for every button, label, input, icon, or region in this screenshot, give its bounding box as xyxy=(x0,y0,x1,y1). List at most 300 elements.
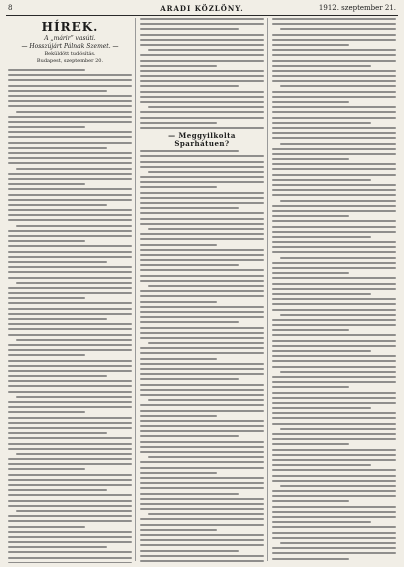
column-2 xyxy=(140,18,264,563)
text-line xyxy=(8,85,132,87)
text-line xyxy=(272,168,396,170)
text-line xyxy=(272,475,396,477)
text-line xyxy=(8,520,132,522)
text-line xyxy=(140,75,264,77)
text-line xyxy=(140,321,239,323)
text-line xyxy=(8,245,132,247)
text-line xyxy=(8,183,85,185)
text-line xyxy=(140,34,264,36)
text-line xyxy=(140,477,264,479)
text-line xyxy=(140,233,264,235)
text-line xyxy=(272,350,371,352)
text-line xyxy=(8,79,132,81)
text-line xyxy=(140,301,217,303)
text-line xyxy=(140,192,264,194)
text-line xyxy=(16,282,132,284)
text-line xyxy=(140,358,217,360)
text-line xyxy=(148,171,264,173)
column-3 xyxy=(272,18,396,563)
text-line xyxy=(280,371,396,373)
text-line xyxy=(272,552,396,554)
text-line xyxy=(8,230,132,232)
text-line xyxy=(272,526,396,528)
article-dateline: Budapest, szeptember 20. xyxy=(36,58,104,64)
text-line xyxy=(272,355,396,357)
section-title: HÍREK. xyxy=(41,20,99,34)
text-line xyxy=(140,249,264,251)
text-line xyxy=(272,412,396,414)
text-line xyxy=(8,95,132,97)
text-line xyxy=(272,443,349,445)
text-line xyxy=(8,90,107,92)
text-line xyxy=(272,122,371,124)
text-line xyxy=(140,212,264,214)
text-line xyxy=(140,352,264,354)
text-line xyxy=(272,226,396,228)
text-line xyxy=(272,293,371,295)
text-line xyxy=(140,394,264,396)
text-line xyxy=(272,111,396,113)
text-line xyxy=(140,534,264,536)
text-line xyxy=(8,360,132,362)
text-line xyxy=(16,168,132,170)
text-line xyxy=(272,267,396,269)
text-line xyxy=(272,205,396,207)
text-line xyxy=(272,96,396,98)
text-line xyxy=(8,188,132,190)
text-line xyxy=(140,430,264,432)
text-line xyxy=(272,558,349,560)
text-line xyxy=(8,147,107,149)
text-line xyxy=(140,518,264,520)
text-line xyxy=(272,438,396,440)
text-line xyxy=(280,314,396,316)
text-line xyxy=(8,437,132,439)
text-line xyxy=(140,101,264,103)
text-line xyxy=(140,472,217,474)
text-line xyxy=(140,467,264,469)
text-line xyxy=(8,251,132,253)
text-line xyxy=(140,347,264,349)
text-line xyxy=(148,228,264,230)
text-line xyxy=(272,298,396,300)
text-line xyxy=(8,74,132,76)
text-line xyxy=(140,415,217,417)
text-line xyxy=(8,422,132,424)
text-line xyxy=(272,288,396,290)
article-body xyxy=(140,18,264,129)
text-line xyxy=(272,459,396,461)
text-line xyxy=(272,189,396,191)
text-line xyxy=(8,370,132,372)
text-line xyxy=(8,500,132,502)
text-line xyxy=(140,560,264,562)
text-line xyxy=(272,423,396,425)
text-line xyxy=(272,49,396,51)
text-line xyxy=(8,240,85,242)
text-line xyxy=(140,493,239,495)
text-line xyxy=(272,184,396,186)
text-line xyxy=(272,360,396,362)
text-line xyxy=(8,468,85,470)
text-line xyxy=(140,23,264,25)
text-line xyxy=(140,487,264,489)
text-line xyxy=(272,407,371,409)
text-line xyxy=(140,176,264,178)
text-line xyxy=(272,433,396,435)
column-divider xyxy=(135,18,136,561)
text-line xyxy=(280,428,396,430)
text-line xyxy=(148,49,264,51)
text-line xyxy=(140,181,264,183)
text-line xyxy=(140,275,264,277)
text-line xyxy=(8,375,107,377)
text-line xyxy=(140,498,264,500)
text-line xyxy=(8,121,132,123)
text-line xyxy=(8,391,132,393)
text-line xyxy=(280,143,396,145)
text-line xyxy=(8,365,132,367)
text-line xyxy=(140,161,264,163)
text-line xyxy=(8,479,132,481)
text-line xyxy=(272,329,349,331)
text-line xyxy=(272,251,396,253)
text-line xyxy=(272,34,396,36)
text-line xyxy=(8,277,132,279)
text-line xyxy=(140,363,264,365)
text-line xyxy=(272,506,396,508)
text-line xyxy=(272,272,349,274)
page-number: 8 xyxy=(8,4,13,12)
text-line xyxy=(8,235,132,237)
text-line xyxy=(272,127,396,129)
text-line xyxy=(140,18,264,20)
text-line xyxy=(8,536,132,538)
text-line xyxy=(272,246,396,248)
text-line xyxy=(272,163,396,165)
text-line xyxy=(140,384,264,386)
text-line xyxy=(272,469,396,471)
text-line xyxy=(272,392,396,394)
text-line xyxy=(8,515,132,517)
text-line xyxy=(272,174,396,176)
text-line xyxy=(8,494,132,496)
text-line xyxy=(8,136,132,138)
text-line xyxy=(272,495,396,497)
text-line xyxy=(8,458,132,460)
text-line xyxy=(8,505,132,507)
text-line xyxy=(140,127,264,129)
text-line xyxy=(140,85,239,87)
text-line xyxy=(8,256,132,258)
text-line xyxy=(140,482,264,484)
text-line xyxy=(8,178,132,180)
text-line xyxy=(8,271,132,273)
text-line xyxy=(140,186,217,188)
text-line xyxy=(272,340,396,342)
text-line xyxy=(8,406,132,408)
text-line xyxy=(140,280,264,282)
text-line xyxy=(272,60,396,62)
column-divider xyxy=(267,18,268,561)
text-line xyxy=(8,526,85,528)
text-line xyxy=(272,65,371,67)
text-line xyxy=(140,60,264,62)
text-line xyxy=(272,220,396,222)
text-line xyxy=(140,378,239,380)
text-line xyxy=(140,316,264,318)
text-line xyxy=(8,194,132,196)
text-line xyxy=(140,244,217,246)
text-line xyxy=(8,551,132,553)
text-line xyxy=(272,319,396,321)
text-line xyxy=(16,339,132,341)
text-line xyxy=(272,334,396,336)
text-line xyxy=(272,179,371,181)
text-line xyxy=(8,142,132,144)
text-line xyxy=(272,75,396,77)
text-line xyxy=(8,313,132,315)
text-line xyxy=(140,155,264,157)
text-line xyxy=(8,204,107,206)
text-line xyxy=(8,385,132,387)
text-line xyxy=(140,295,264,297)
text-line xyxy=(140,238,264,240)
text-line xyxy=(140,389,264,391)
text-line xyxy=(140,311,264,313)
text-line xyxy=(272,215,349,217)
text-line xyxy=(140,218,264,220)
text-line xyxy=(140,39,264,41)
text-line xyxy=(272,101,349,103)
text-line xyxy=(272,537,396,539)
text-line xyxy=(8,308,132,310)
text-line xyxy=(280,542,396,544)
article-body xyxy=(8,69,132,563)
text-line xyxy=(140,550,239,552)
text-line xyxy=(8,401,132,403)
text-line xyxy=(140,264,239,266)
text-line xyxy=(272,500,349,502)
text-line xyxy=(272,236,371,238)
text-line xyxy=(8,173,132,175)
text-line xyxy=(8,443,132,445)
text-line xyxy=(272,324,396,326)
text-line xyxy=(272,511,396,513)
text-line xyxy=(140,425,264,427)
text-line xyxy=(8,484,132,486)
text-line xyxy=(140,223,264,225)
text-line xyxy=(140,420,264,422)
article-body xyxy=(272,18,396,563)
text-line xyxy=(8,427,132,429)
text-line xyxy=(8,157,132,159)
text-line xyxy=(140,337,264,339)
text-line xyxy=(272,547,396,549)
text-line xyxy=(8,297,85,299)
text-line xyxy=(140,461,264,463)
text-line xyxy=(140,259,264,261)
text-line xyxy=(140,441,264,443)
text-line xyxy=(140,54,264,56)
text-line xyxy=(272,480,396,482)
issue-date: 1912. szeptember 21. xyxy=(318,4,396,12)
text-line xyxy=(272,137,396,139)
text-line xyxy=(140,91,264,93)
text-line xyxy=(140,44,264,46)
text-line xyxy=(272,521,371,523)
text-line xyxy=(272,303,396,305)
text-line xyxy=(140,539,264,541)
text-line xyxy=(140,28,239,30)
text-line xyxy=(272,490,396,492)
text-line xyxy=(272,91,396,93)
text-line xyxy=(8,531,132,533)
text-line xyxy=(280,257,396,259)
article-byline: — Hosszújárt Pálnak Szemet. — xyxy=(21,43,119,50)
text-line xyxy=(140,122,217,124)
text-line xyxy=(8,287,132,289)
text-line xyxy=(272,309,396,311)
text-line xyxy=(272,117,396,119)
text-line xyxy=(272,241,396,243)
text-line xyxy=(280,200,396,202)
text-line xyxy=(8,219,132,221)
text-line xyxy=(8,199,132,201)
text-line xyxy=(272,277,396,279)
text-line xyxy=(272,376,396,378)
text-line xyxy=(8,411,85,413)
text-line xyxy=(280,28,396,30)
text-line xyxy=(272,231,396,233)
text-line xyxy=(148,456,264,458)
text-line xyxy=(272,449,396,451)
text-line xyxy=(140,410,264,412)
text-line xyxy=(272,44,349,46)
text-line xyxy=(148,513,264,515)
newspaper-title: ARADI KÖZLÖNY. xyxy=(160,4,244,13)
text-line xyxy=(272,210,396,212)
text-line xyxy=(8,463,132,465)
text-line xyxy=(272,39,396,41)
text-line xyxy=(272,23,396,25)
text-line xyxy=(8,489,107,491)
text-line xyxy=(140,529,217,531)
text-line xyxy=(272,262,396,264)
text-line xyxy=(140,150,239,152)
text-line xyxy=(140,544,264,546)
text-line xyxy=(148,342,264,344)
text-line xyxy=(8,474,132,476)
text-line xyxy=(8,126,85,128)
text-line xyxy=(272,417,396,419)
text-line xyxy=(272,194,396,196)
text-line xyxy=(8,116,132,118)
text-line xyxy=(140,451,264,453)
text-line xyxy=(140,111,264,113)
text-line xyxy=(272,454,396,456)
text-line xyxy=(140,508,264,510)
text-line xyxy=(272,70,396,72)
text-line xyxy=(8,292,132,294)
text-line xyxy=(140,332,264,334)
text-line xyxy=(8,100,132,102)
article-body xyxy=(140,150,264,563)
text-line xyxy=(272,366,396,368)
text-line xyxy=(148,106,264,108)
text-line xyxy=(16,225,132,227)
text-line xyxy=(140,404,264,406)
text-line xyxy=(16,453,132,455)
text-line xyxy=(272,345,396,347)
text-line xyxy=(272,397,396,399)
text-line xyxy=(140,197,264,199)
text-line xyxy=(272,158,349,160)
text-line xyxy=(8,417,132,419)
text-line xyxy=(140,368,264,370)
article-note: Beküldött tudósítás. xyxy=(44,51,96,57)
header-rule xyxy=(6,15,398,16)
text-line xyxy=(140,555,264,557)
text-line xyxy=(8,541,132,543)
text-line xyxy=(272,148,396,150)
text-line xyxy=(140,117,264,119)
text-line xyxy=(272,80,396,82)
text-line xyxy=(148,399,264,401)
text-line xyxy=(140,446,264,448)
text-line xyxy=(140,503,264,505)
text-line xyxy=(272,153,396,155)
text-line xyxy=(8,209,132,211)
text-line xyxy=(140,166,264,168)
text-line xyxy=(8,69,85,71)
text-line xyxy=(8,214,132,216)
text-line xyxy=(8,432,107,434)
text-line xyxy=(8,546,107,548)
text-line xyxy=(140,65,217,67)
article-headline: — Meggyilkolta Sparhátuen? xyxy=(168,131,236,149)
text-line xyxy=(140,96,264,98)
text-line xyxy=(8,380,132,382)
text-line xyxy=(272,106,396,108)
text-line xyxy=(16,396,132,398)
text-line xyxy=(8,323,132,325)
text-line xyxy=(140,269,264,271)
text-line xyxy=(8,328,132,330)
text-line xyxy=(280,85,396,87)
text-line xyxy=(272,532,396,534)
text-line xyxy=(272,516,396,518)
text-line xyxy=(140,254,264,256)
text-line xyxy=(272,18,396,20)
text-line xyxy=(8,344,132,346)
text-line xyxy=(8,334,132,336)
text-line xyxy=(140,70,264,72)
text-line xyxy=(272,464,371,466)
text-line xyxy=(16,510,132,512)
text-line xyxy=(140,373,264,375)
text-line xyxy=(140,524,264,526)
text-line xyxy=(16,111,132,113)
text-line xyxy=(140,290,264,292)
text-line xyxy=(8,131,132,133)
text-line xyxy=(280,485,396,487)
article-title: A „márir” vasúti. xyxy=(44,35,96,42)
text-line xyxy=(140,327,264,329)
text-line xyxy=(140,80,264,82)
text-line xyxy=(8,152,132,154)
text-line xyxy=(140,202,264,204)
